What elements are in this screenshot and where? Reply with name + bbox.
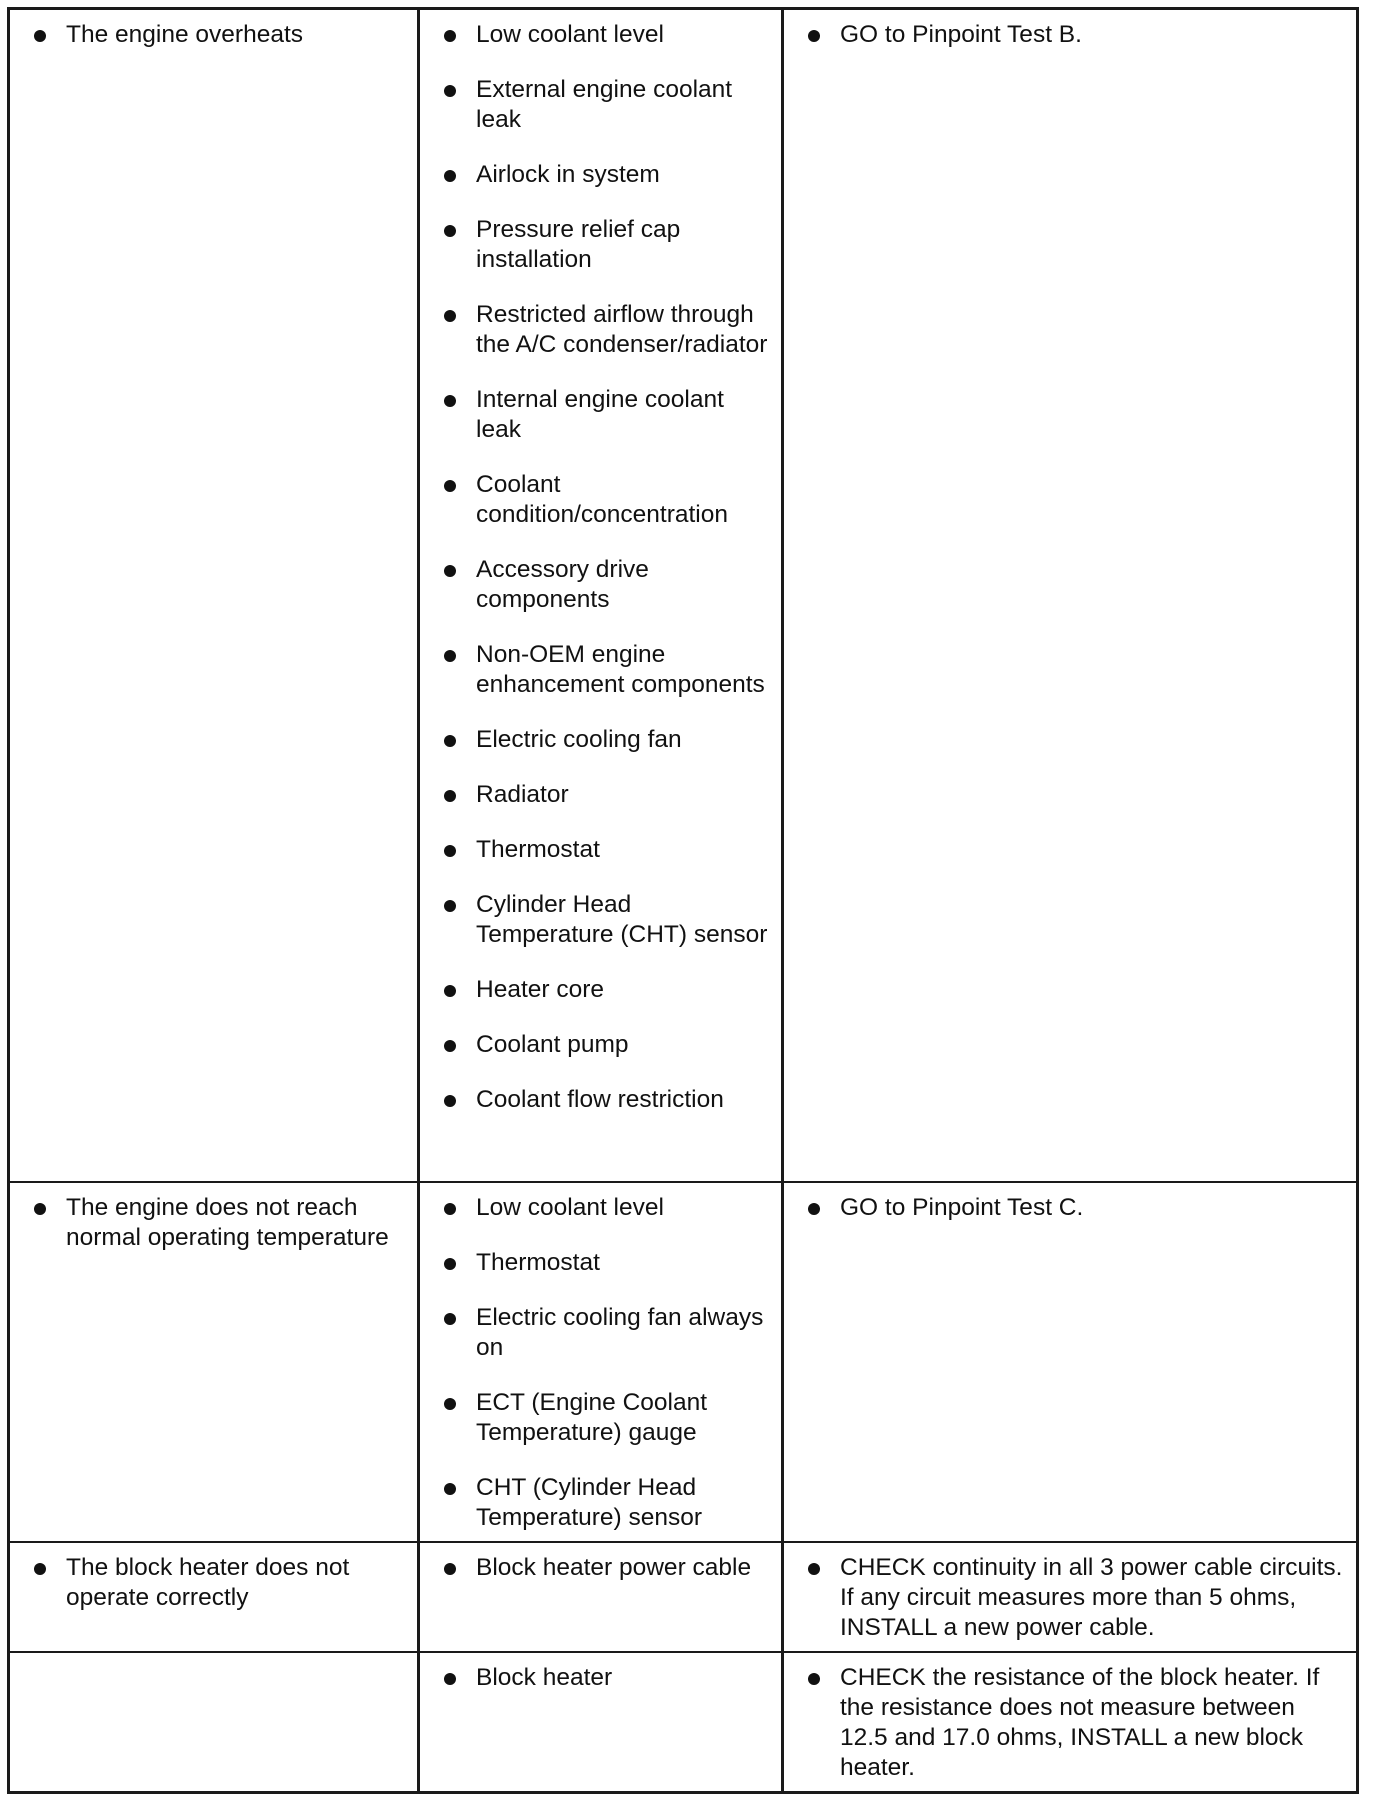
source-text: ECT (Engine Coolant Temperature) gauge — [476, 1388, 708, 1446]
possible-source-cell — [419, 9, 783, 1182]
source-text: Accessory drive components — [476, 556, 649, 613]
action-text: GO to Pinpoint Test B. — [840, 21, 1082, 48]
bullet-icon — [444, 480, 456, 492]
list-item — [440, 215, 773, 275]
bullet-icon — [444, 985, 456, 997]
source-text: Non-OEM engine enhancement components — [476, 641, 765, 698]
list-item — [440, 1193, 773, 1223]
list-item — [440, 1085, 773, 1115]
list-item — [440, 725, 773, 755]
bullet-icon — [444, 310, 456, 322]
bullet-icon — [444, 845, 456, 857]
source-text: Thermostat — [476, 836, 600, 863]
bullet-icon — [444, 1483, 456, 1495]
list-item — [30, 20, 409, 50]
list-item — [440, 1030, 773, 1060]
bullet-icon — [444, 1673, 456, 1685]
bullet-icon — [444, 1258, 456, 1270]
table-row — [9, 1182, 1358, 1542]
source-text: Thermostat — [476, 1248, 600, 1276]
list-item — [440, 1303, 773, 1363]
condition-list — [30, 20, 409, 50]
bullet-icon — [444, 225, 456, 237]
action-list — [804, 1193, 1348, 1223]
list-item — [440, 780, 773, 810]
list-item — [440, 890, 773, 950]
list-item — [804, 1193, 1348, 1223]
bullet-icon — [444, 1203, 456, 1215]
condition-text: The engine overheats — [66, 21, 303, 48]
list-item — [440, 385, 773, 445]
list-item — [440, 470, 773, 530]
condition-text: The block heater does not operate correctly — [66, 1553, 350, 1611]
list-item — [440, 1663, 773, 1693]
bullet-icon — [444, 1040, 456, 1052]
source-text: Pressure relief cap installation — [476, 216, 681, 273]
source-text: Low coolant level — [476, 21, 664, 48]
condition-list — [30, 1553, 409, 1613]
bullet-icon — [808, 1563, 820, 1575]
action-cell — [783, 9, 1358, 1182]
source-list — [440, 1553, 773, 1583]
bullet-icon — [444, 1095, 456, 1107]
source-text: Low coolant level — [476, 1193, 664, 1221]
list-item — [804, 1553, 1348, 1643]
action-cell — [783, 1652, 1358, 1793]
list-item — [440, 75, 773, 135]
source-text: Coolant condition/concentration — [476, 471, 728, 528]
source-text: Coolant pump — [476, 1031, 629, 1058]
bullet-icon — [444, 85, 456, 97]
bullet-icon — [34, 1203, 46, 1215]
action-list — [804, 1553, 1348, 1643]
action-list — [804, 20, 1348, 50]
bullet-icon — [34, 1563, 46, 1575]
bullet-icon — [808, 30, 820, 42]
bullet-icon — [808, 1673, 820, 1685]
source-text: Cylinder Head Temperature (CHT) sensor — [476, 891, 768, 948]
source-text: Heater core — [476, 976, 605, 1003]
source-list — [440, 20, 773, 1115]
possible-source-cell — [419, 1182, 783, 1542]
condition-text: The engine does not reach normal operating temperature — [66, 1193, 389, 1251]
bullet-icon — [444, 1313, 456, 1325]
source-list — [440, 1663, 773, 1693]
table-row — [9, 9, 1358, 1182]
bullet-icon — [808, 1203, 820, 1215]
source-text: Internal engine coolant leak — [476, 386, 724, 443]
source-text: Radiator — [476, 781, 569, 808]
bullet-icon — [444, 900, 456, 912]
source-text: Block heater — [476, 1663, 613, 1691]
source-text: Restricted airflow through the A/C condenser/radiator — [476, 301, 768, 358]
table-row — [9, 1652, 1358, 1793]
list-item — [440, 1248, 773, 1278]
bullet-icon — [444, 650, 456, 662]
list-item — [440, 1388, 773, 1448]
bullet-icon — [444, 395, 456, 407]
action-list — [804, 1663, 1348, 1783]
possible-source-cell — [419, 1652, 783, 1793]
condition-cell — [9, 1542, 419, 1652]
condition-list — [30, 1193, 409, 1253]
bullet-icon — [444, 1563, 456, 1575]
symptom-chart-table — [7, 7, 1359, 1794]
table-row — [9, 1542, 1358, 1652]
list-item — [440, 640, 773, 700]
list-item — [440, 300, 773, 360]
condition-cell-empty — [9, 1652, 419, 1793]
list-item — [440, 835, 773, 865]
list-item — [440, 1553, 773, 1583]
action-cell — [783, 1182, 1358, 1542]
source-text: Airlock in system — [476, 161, 660, 188]
source-text: Coolant flow restriction — [476, 1086, 724, 1113]
bullet-icon — [444, 30, 456, 42]
list-item — [804, 1663, 1348, 1783]
bullet-icon — [34, 30, 46, 42]
list-item — [440, 20, 773, 50]
action-text: CHECK the resistance of the block heater. If the resistance does not measure between 12.5 and 17.0 ohms, INSTALL a new block heater. — [840, 1663, 1320, 1781]
source-text: External engine coolant leak — [476, 76, 733, 133]
list-item — [440, 555, 773, 615]
source-list — [440, 1193, 773, 1533]
source-text: Electric cooling fan always on — [476, 1303, 764, 1361]
bullet-icon — [444, 170, 456, 182]
list-item — [30, 1553, 409, 1613]
action-cell — [783, 1542, 1358, 1652]
condition-cell — [9, 1182, 419, 1542]
bullet-icon — [444, 790, 456, 802]
list-item — [440, 1473, 773, 1533]
action-text: GO to Pinpoint Test C. — [840, 1193, 1084, 1221]
bullet-icon — [444, 1398, 456, 1410]
source-text: CHT (Cylinder Head Temperature) sensor — [476, 1473, 703, 1531]
condition-cell — [9, 9, 419, 1182]
source-text: Electric cooling fan — [476, 726, 682, 753]
source-text: Block heater power cable — [476, 1553, 752, 1581]
list-item — [440, 160, 773, 190]
list-item — [30, 1193, 409, 1253]
bullet-icon — [444, 565, 456, 577]
action-text: CHECK continuity in all 3 power cable circuits. If any circuit measures more than 5 ohms, INSTALL a new power cable. — [840, 1553, 1343, 1641]
list-item — [804, 20, 1348, 50]
bullet-icon — [444, 735, 456, 747]
possible-source-cell — [419, 1542, 783, 1652]
list-item — [440, 975, 773, 1005]
